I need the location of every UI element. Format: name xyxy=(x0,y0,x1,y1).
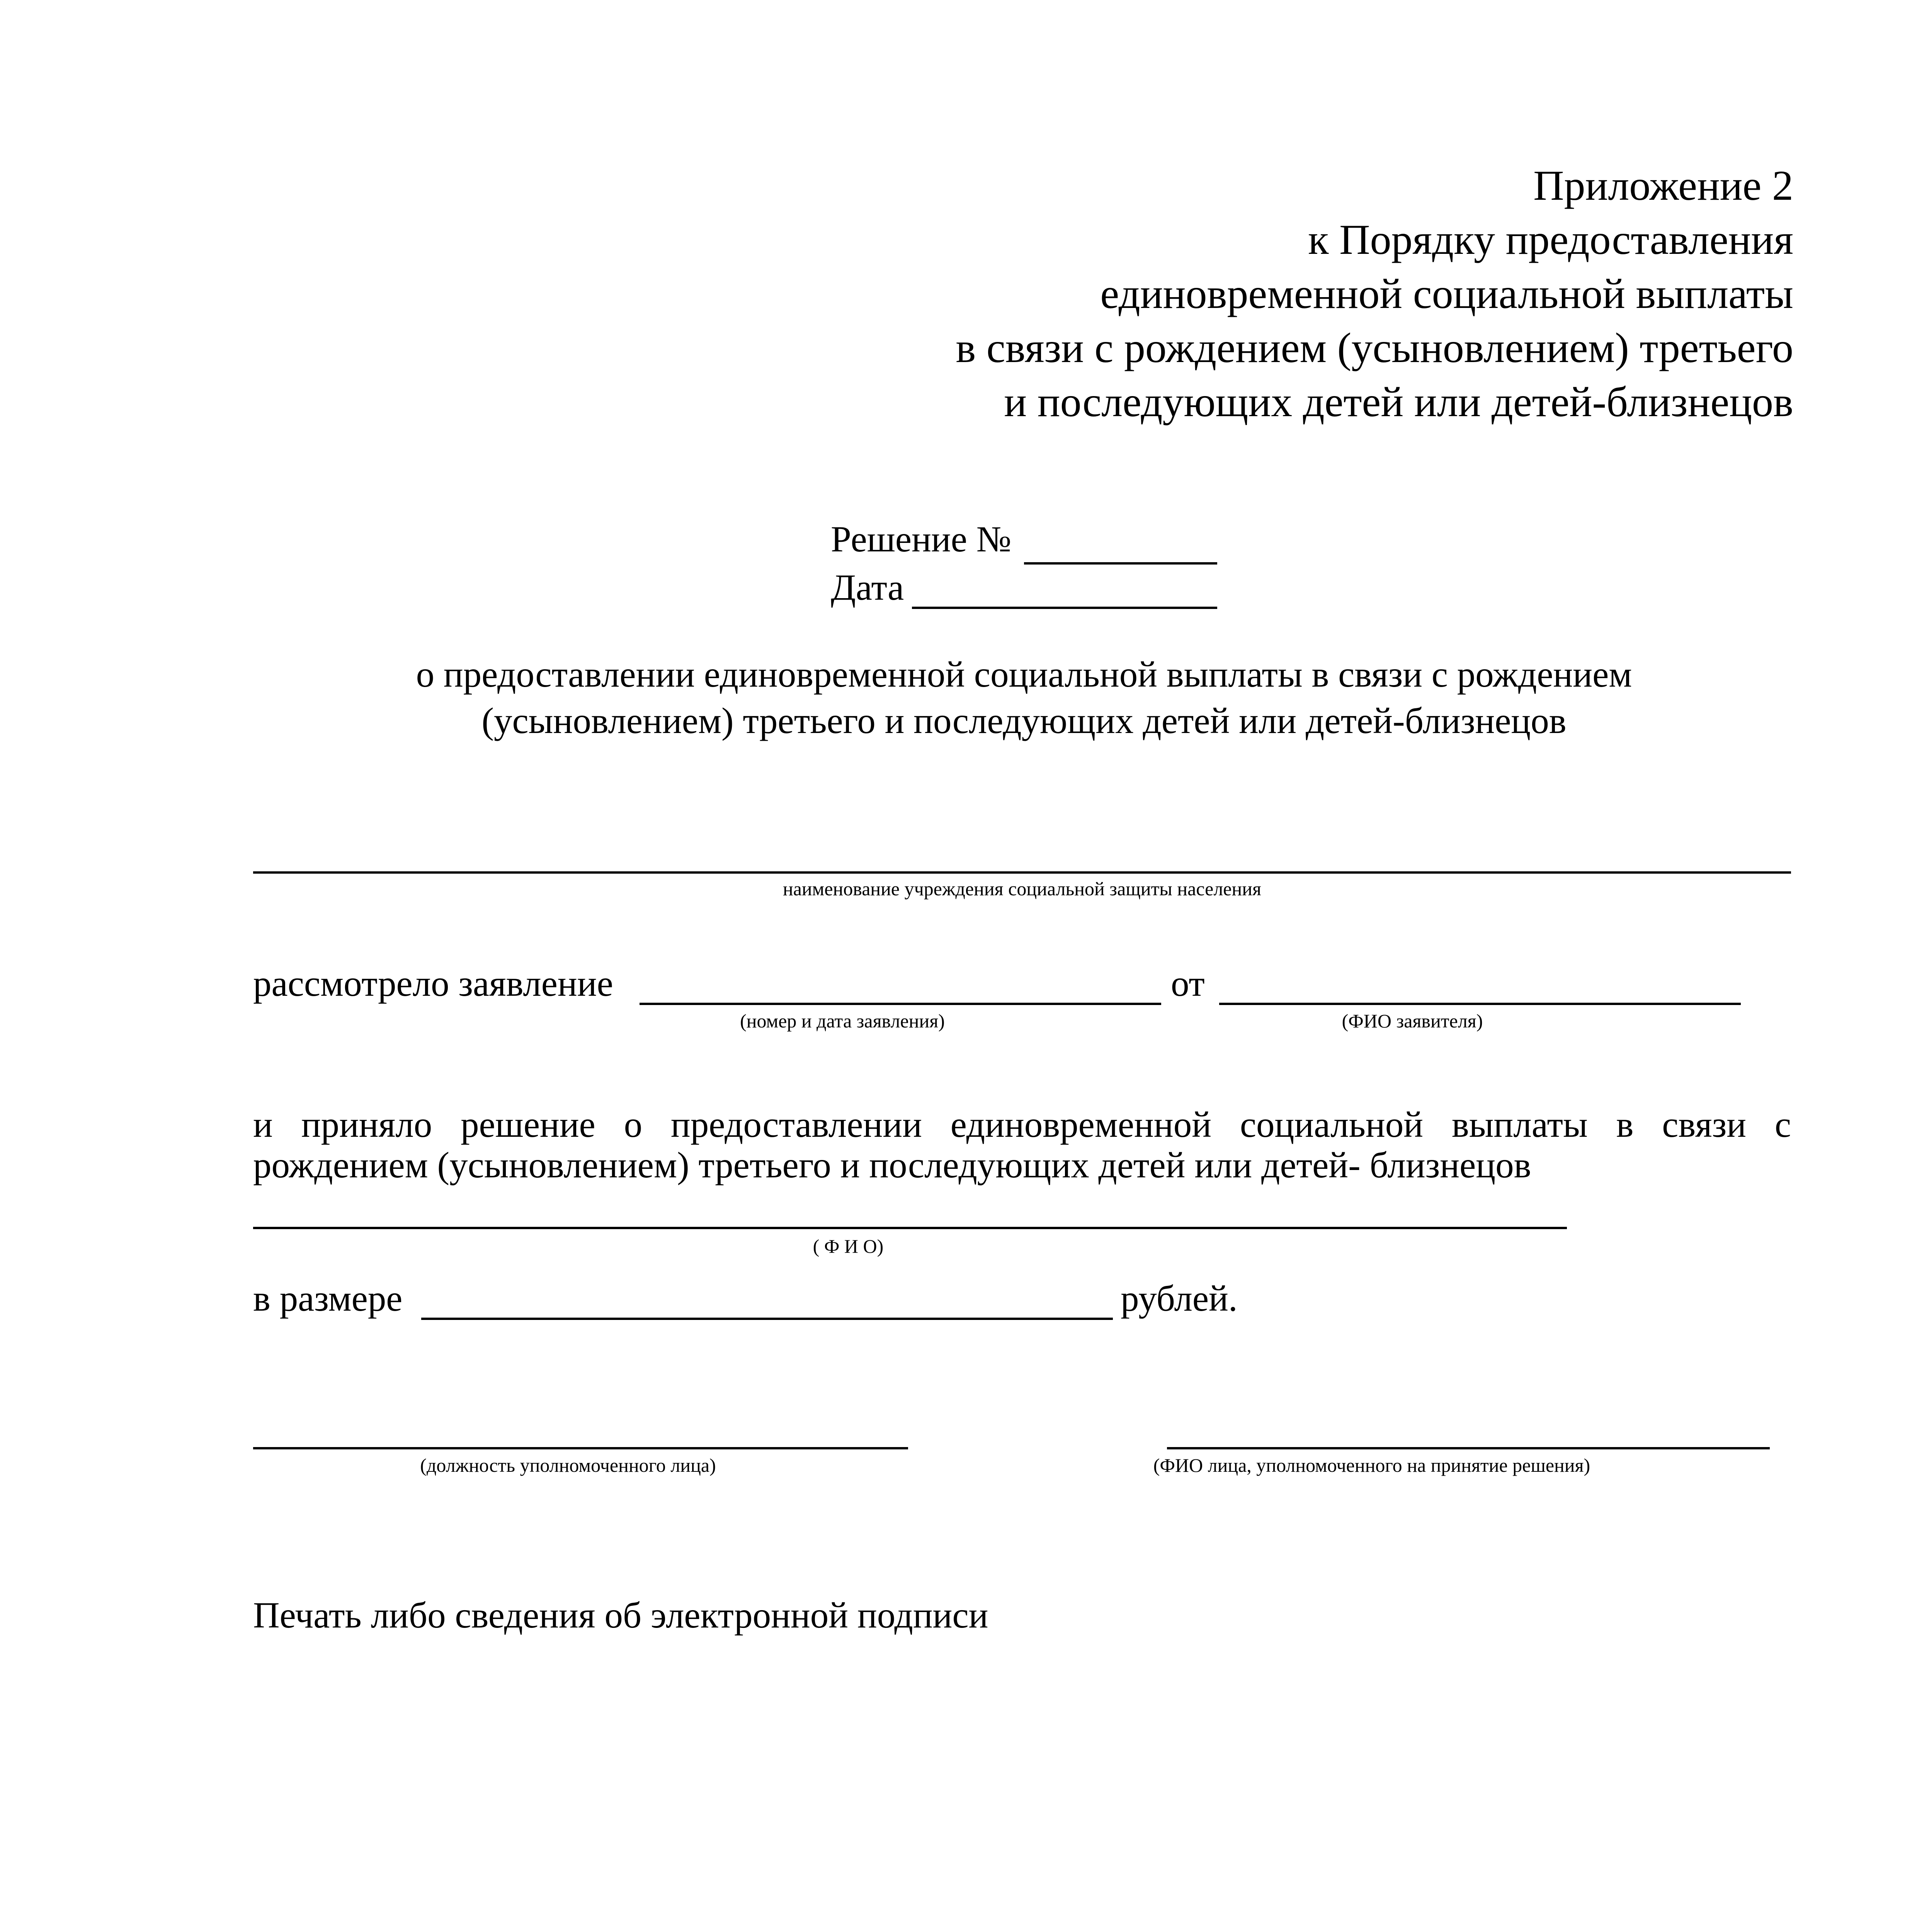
subject-line-2: (усыновлением) третьего и последующих детей или детей-близнецов xyxy=(481,700,1567,741)
official-caption: (ФИО лица, уполномоченного на принятие решения) xyxy=(1153,1454,1590,1476)
from-label: от xyxy=(1171,963,1205,1004)
annex-header xyxy=(789,158,1793,429)
subject-line-1: о предоставлении единовременной социальной выплаты в связи с рождением xyxy=(416,654,1632,695)
position-caption: (должность уполномоченного лица) xyxy=(420,1454,716,1476)
considered-label: рассмотрело заявление xyxy=(253,963,613,1004)
accepted-line-2: рождением (усыновлением) третьего и последующих детей или детей- близнецов xyxy=(253,1145,1531,1185)
amount-label: в размере xyxy=(253,1278,403,1319)
decision-number-field[interactable] xyxy=(1024,562,1217,565)
decision-number-label: Решение № xyxy=(831,519,1012,560)
annex-line: к Порядку предоставления xyxy=(1308,216,1793,263)
annex-title: Приложение 2 xyxy=(1533,162,1793,209)
stamp-note: Печать либо сведения об электронной подписи xyxy=(253,1595,988,1636)
amount-field[interactable] xyxy=(421,1318,1113,1320)
decision-date-label: Дата xyxy=(831,567,904,608)
amount-unit: рублей. xyxy=(1121,1278,1238,1319)
institution-name-field[interactable] xyxy=(253,871,1791,874)
application-caption: (номер и дата заявления) xyxy=(740,1010,945,1032)
applicant-caption: (ФИО заявителя) xyxy=(1342,1010,1483,1032)
official-position-field[interactable] xyxy=(253,1447,908,1449)
accepted-line-1: и приняло решение о предоставлении единовременной социальной выплаты в связи с xyxy=(253,1104,1791,1145)
official-name-field[interactable] xyxy=(1167,1447,1770,1449)
applicant-field[interactable] xyxy=(1219,1003,1741,1005)
application-field[interactable] xyxy=(640,1003,1161,1005)
annex-line: единовременной социальной выплаты xyxy=(1100,270,1793,317)
annex-line: в связи с рождением (усыновлением) третьего xyxy=(956,324,1793,371)
annex-line: и последующих детей или детей-близнецов xyxy=(1004,378,1793,425)
recipient-fio-field[interactable] xyxy=(253,1227,1567,1229)
institution-caption: наименование учреждения социальной защиты населения xyxy=(782,878,1262,900)
fio-caption: ( Ф И О) xyxy=(813,1235,884,1257)
decision-date-field[interactable] xyxy=(912,607,1217,609)
